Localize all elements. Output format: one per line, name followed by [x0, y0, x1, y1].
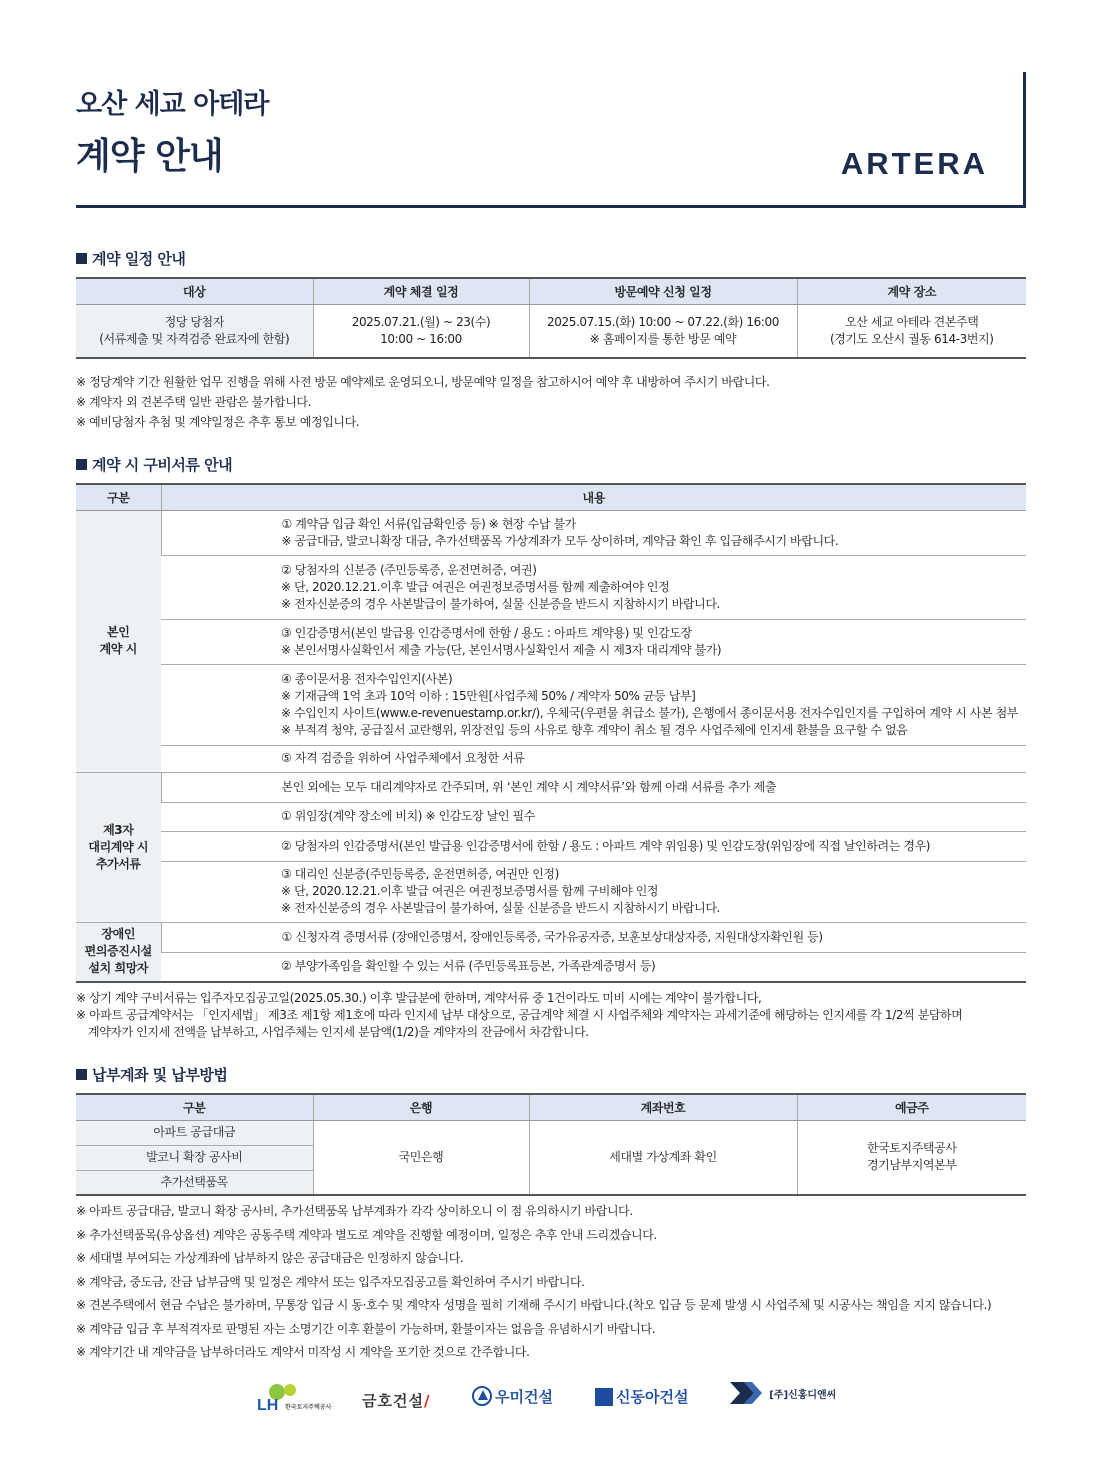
- table-cell: ⑤ 자격 검증을 위하여 사업주체에서 요청한 서류: [161, 745, 1026, 772]
- note: ※ 정당계약 기간 원활한 업무 진행을 위해 사전 방문 예약제로 운영되오니, 방문예약 일정을 참고하시어 예약 후 내방하여 주시기 바랍니다.: [76, 375, 770, 389]
- payment-table: [76, 1093, 1026, 1196]
- table-cell: ④ 종이문서용 전자수입인지(사본) ※ 기재금액 1억 초과 10억 이하 : 15만원[사업주체 50% / 계약자 50% 균등 납부] ※ 수입인지 사이트(www.e-revenuestamp.or.kr/), 우체국(우편물 취급소 불가), 은행에서 종이문서용 전자수입인지를 구입하여 계약 시 사본 첨부 ※ 부적격 청약, 공급질서 교란행위, 위장전입 등의 사유로 향후 계약이 취소 될 경우 사업주체에 인지세 환불을 요구할 수 없음: [161, 664, 1026, 745]
- header-horizontal-rule: [76, 205, 1026, 208]
- table-header: 구분: [76, 484, 161, 510]
- table-cell: ② 부양가족임을 확인할 수 있는 서류 (주민등록표등본, 가족관계증명서 등): [161, 952, 1026, 982]
- shinhong-logo: [주]신홍디앤씨: [730, 1382, 836, 1404]
- table-cell: ③ 인감증명서(본인 발급용 인감증명서에 한함 / 용도 : 아파트 계약용) 및 인감도장 ※ 본인서명사실확인서 제출 가능(단, 본인서명사실확인서 제출 시 제3자 대리계약 불가): [161, 619, 1026, 664]
- note: ※ 예비당첨자 추첨 및 계약일정은 추후 통보 예정입니다.: [76, 415, 360, 429]
- bullet-square-icon: [76, 1069, 87, 1080]
- table-cell: ① 계약금 입금 확인 서류(입금확인증 등) ※ 현장 수납 불가 ※ 공급대금, 발코니확장 대금, 추가선택품목 가상계좌가 모두 상이하며, 계약금 확인 후 입금해주시기 바랍니다.: [161, 510, 1026, 555]
- group-label-disabled: 장애인 편의증진시설 설치 희망자: [76, 922, 161, 982]
- partner-logos: [250, 1380, 850, 1420]
- note: ※ 세대별 부여되는 가상계좌에 납부하지 않은 공급대금은 인정하지 않습니다.: [76, 1251, 464, 1265]
- table-header: 계약 체결 일정: [313, 278, 529, 304]
- shinhong-emblem-icon: [730, 1382, 764, 1404]
- group-label-self: 본인 계약 시: [76, 510, 161, 772]
- table-cell: ① 위임장(계약 장소에 비치) ※ 인감도장 날인 필수: [161, 802, 1026, 831]
- table-cell: 발코니 확장 공사비: [76, 1145, 313, 1170]
- table-cell: ① 신청자격 증명서류 (장애인증명서, 장애인등록증, 국가유공자증, 보훈보상대상자증, 지원대상자확인원 등): [161, 922, 1026, 952]
- table-cell: 아파트 공급대금: [76, 1120, 313, 1145]
- shindonga-logo: 신동아건설: [595, 1386, 688, 1407]
- schedule-notes: [76, 372, 1036, 432]
- table-cell: 오산 세교 아테라 견본주택 (경기도 오산시 궐동 614-3번지): [797, 304, 1026, 358]
- table-header: 구분: [76, 1094, 313, 1120]
- note: ※ 계약금 입금 후 부적격자로 판명된 자는 소명기간 이후 환불이 가능하며, 환불이자는 없음을 유념하시기 바랍니다.: [76, 1321, 656, 1336]
- shindonga-emblem-icon: [595, 1388, 613, 1406]
- note: ※ 아파트 공급대금, 발코니 확장 공사비, 추가선택품목 납부계좌가 각각 상이하오니 이 점 유의하시기 바랍니다.: [76, 1204, 633, 1218]
- page-title: 계약 안내: [76, 136, 223, 177]
- bullet-square-icon: [76, 459, 87, 470]
- note: ※ 추가선택품목(유상옵션) 계약은 공동주택 계약과 별도로 계약을 진행할 예정이며, 일정은 추후 안내 드리겠습니다.: [76, 1227, 657, 1242]
- woomi-logo: 우미건설: [472, 1386, 553, 1407]
- payment-notes: [76, 1200, 1036, 1365]
- table-cell: ② 당첨자의 신분증 (주민등록증, 운전면허증, 여권) ※ 단, 2020.12.21.이후 발급 여권은 여권정보증명서를 함께 제출하여야 인정 ※ 전자신분증의 경우 사본발급이 불가하여, 실물 신분증을 반드시 지참하시기 바랍니다.: [161, 555, 1026, 619]
- table-header: 내용: [161, 484, 1026, 510]
- table-cell: 본인 외에는 모두 대리계약자로 간주되며, 위 ‘본인 계약 시 계약서류’와 함께 아래 서류를 추가 제출: [161, 772, 1026, 802]
- table-cell: ③ 대리인 신분증(주민등록증, 운전면허증, 여권만 인정) ※ 단, 2020.12.21.이후 발급 여권은 여권정보증명서를 함께 구비해야 인정 ※ 전자신분증의 경우 사본발급이 불가하여, 실물 신분증을 반드시 지참하시기 바랍니다.: [161, 861, 1026, 922]
- bullet-square-icon: [76, 253, 87, 264]
- artera-logo: ARTERA: [840, 146, 988, 181]
- svg-text:LH: LH: [257, 1397, 279, 1414]
- table-header: 방문예약 신청 일정: [529, 278, 797, 304]
- header-vertical-rule: [1023, 72, 1026, 208]
- lh-logo-icon: [255, 1382, 365, 1414]
- table-cell: 국민은행: [313, 1120, 529, 1195]
- group-label-proxy: 제3자 대리계약 시 추가서류: [76, 772, 161, 922]
- section-title-schedule: 계약 일정 안내: [76, 248, 185, 269]
- note: 계약자가 인지세 전액을 납부하고, 사업주체는 인지세 분담액(1/2)을 계약자의 잔금에서 차감합니다.: [88, 1025, 589, 1039]
- table-cell: 추가선택품목: [76, 1170, 313, 1195]
- kumho-logo: 금호건설/: [362, 1392, 430, 1410]
- woomi-emblem-icon: [472, 1386, 492, 1406]
- section-title-documents: 계약 시 구비서류 안내: [76, 454, 232, 475]
- table-cell: 2025.07.21.(월) ~ 23(수) 10:00 ~ 16:00: [313, 304, 529, 358]
- table-cell: 세대별 가상계좌 확인: [529, 1120, 797, 1195]
- table-header: 예금주: [797, 1094, 1026, 1120]
- note: ※ 계약자 외 견본주택 일반 관람은 불가합니다.: [76, 395, 312, 409]
- table-cell: 정당 당첨자 (서류제출 및 자격검증 완료자에 한함): [76, 304, 313, 358]
- table-header: 계좌번호: [529, 1094, 797, 1120]
- note: ※ 계약기간 내 계약금을 납부하더라도 계약서 미작성 시 계약을 포기한 것으로 간주합니다.: [76, 1345, 530, 1359]
- section-title-payment: 납부계좌 및 납부방법: [76, 1064, 227, 1085]
- table-header: 은행: [313, 1094, 529, 1120]
- table-cell: 한국토지주택공사 경기남부지역본부: [797, 1120, 1026, 1195]
- table-cell: 2025.07.15.(화) 10:00 ~ 07.22.(화) 16:00 ※ 홈페이지를 통한 방문 예약: [529, 304, 797, 358]
- lh-logo: [255, 1382, 365, 1418]
- svg-text:한국토지주택공사: 한국토지주택공사: [285, 1404, 332, 1411]
- table-header: 계약 장소: [797, 278, 1026, 304]
- schedule-table: [76, 277, 1026, 359]
- page-subtitle: 오산 세교 아테라: [76, 89, 269, 120]
- note: ※ 아파트 공급계약서는 「인지세법」 제3조 제1항 제1호에 따라 인지세 납부 대상으로, 공급계약 체결 시 사업주체와 계약자는 과세기준에 해당하는 인지세를 각 1/2씩 분담하며: [76, 1008, 963, 1022]
- note: ※ 상기 계약 구비서류는 입주자모집공고일(2025.05.30.) 이후 발급분에 한하며, 계약서류 중 1건이라도 미비 시에는 계약이 불가합니다,: [76, 991, 762, 1005]
- documents-notes: [76, 990, 1036, 1041]
- documents-table: [76, 483, 1026, 983]
- table-header: 대상: [76, 278, 313, 304]
- note: ※ 견본주택에서 현금 수납은 불가하며, 무통장 입금 시 동·호수 및 계약자 성명을 필히 기재해 주시기 바랍니다.(착오 입금 등 문제 발생 시 사업주체 및 시공사는 책임을 지지 않습니다.): [76, 1298, 992, 1312]
- table-cell: ② 당첨자의 인감증명서(본인 발급용 인감증명서에 한함 / 용도 : 아파트 계약 위임용) 및 인감도장(위임장에 직접 날인하려는 경우): [161, 831, 1026, 861]
- page-header: [76, 72, 1026, 208]
- note: ※ 계약금, 중도금, 잔금 납부금액 및 일정은 계약서 또는 입주자모집공고를 확인하여 주시기 바랍니다.: [76, 1274, 585, 1289]
